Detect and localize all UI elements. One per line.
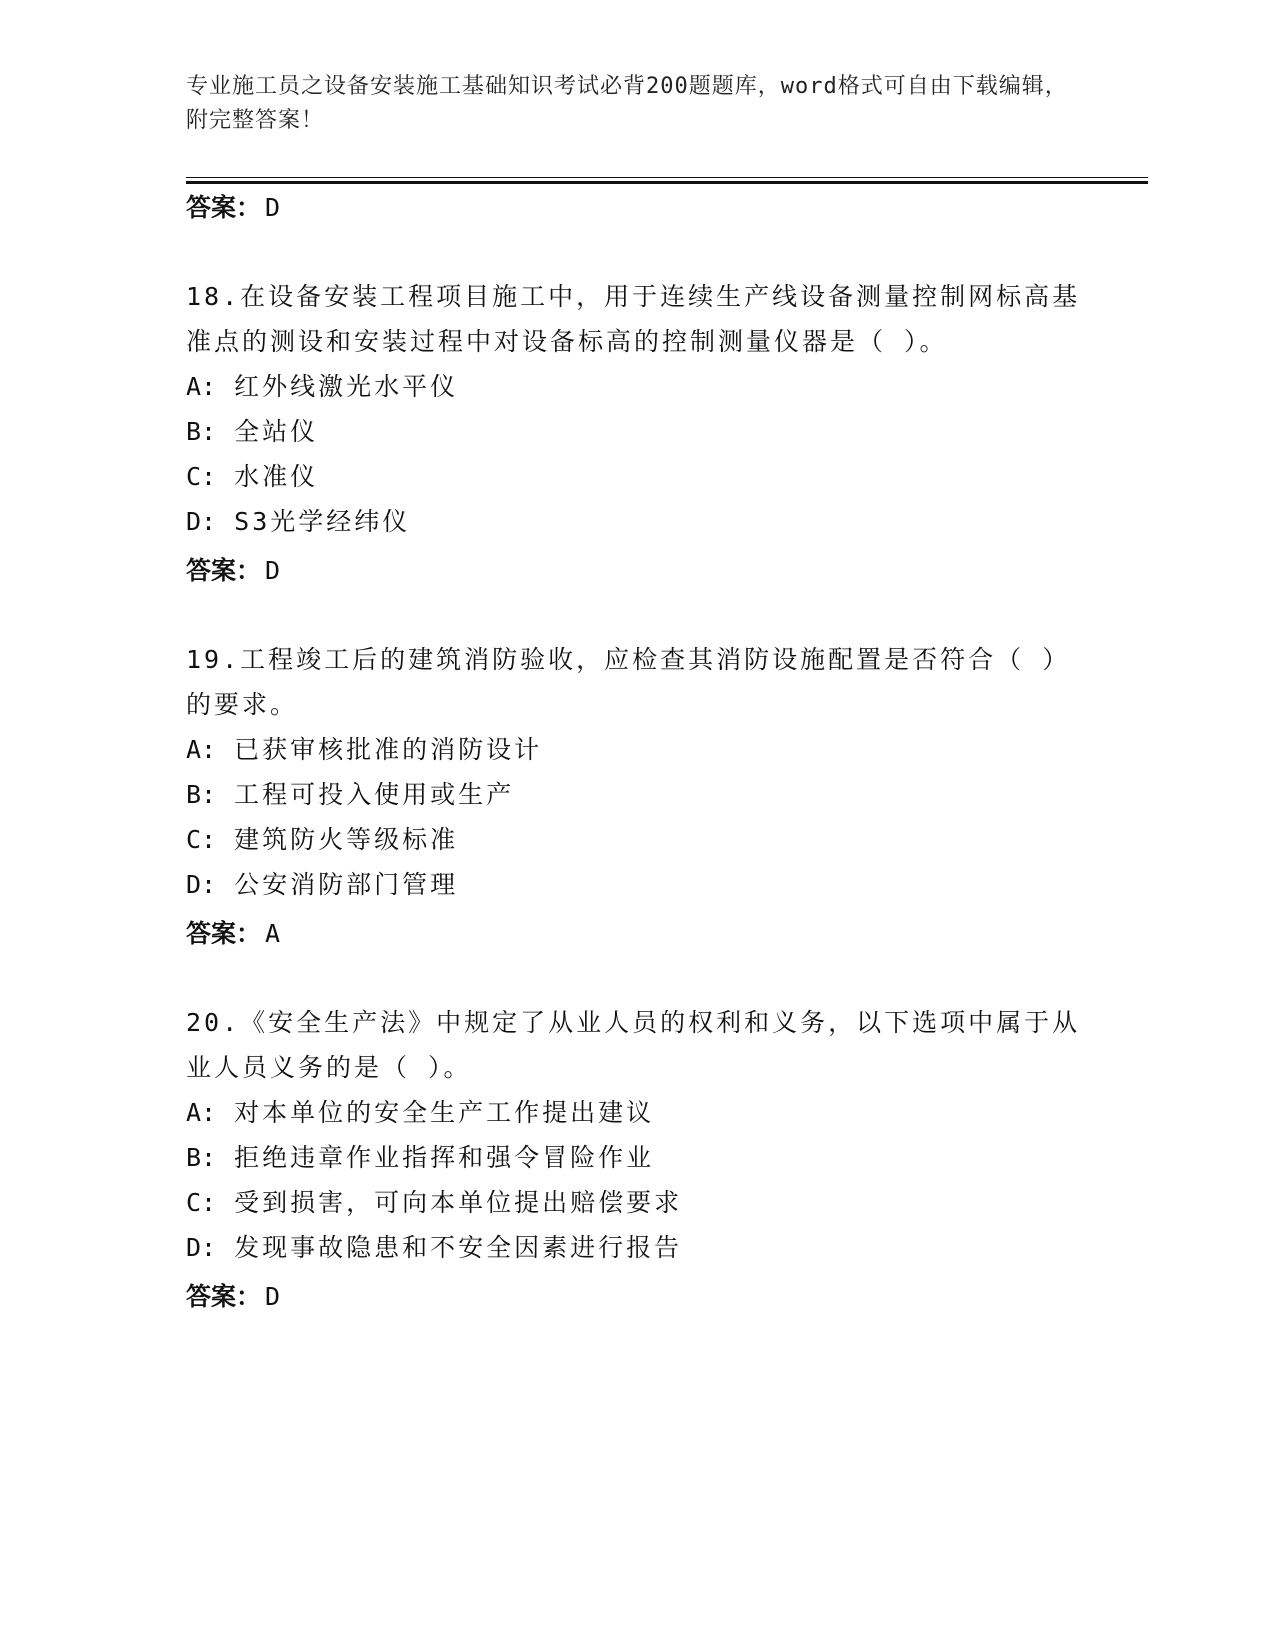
- option-text: 建筑防火等级标准: [234, 825, 459, 854]
- option-d: [186, 862, 1086, 907]
- option-text: 已获审核批准的消防设计: [234, 735, 543, 764]
- option-letter: C:: [186, 1188, 217, 1217]
- option-a: [186, 1090, 1086, 1135]
- option-letter: B:: [186, 1143, 217, 1172]
- option-b: [186, 409, 1086, 454]
- option-text: 发现事故隐患和不安全因素进行报告: [234, 1233, 683, 1262]
- option-letter: D:: [186, 1233, 217, 1262]
- answer-value: D: [265, 193, 281, 222]
- header-rule-thick: [186, 181, 1148, 184]
- answer-separator: ：: [236, 1282, 262, 1311]
- option-text: 工程可投入使用或生产: [234, 780, 515, 809]
- answer-line-19: [186, 916, 280, 952]
- option-text: 公安消防部门管理: [234, 870, 459, 899]
- answer-separator: ：: [236, 919, 262, 948]
- header-rule-thin: [186, 177, 1148, 178]
- answer-value: D: [265, 1282, 281, 1311]
- option-d: [186, 499, 1086, 544]
- question-19: [186, 637, 1086, 907]
- answer-separator: ：: [236, 556, 262, 585]
- option-d: [186, 1225, 1086, 1270]
- option-text: 拒绝违章作业指挥和强令冒险作业: [234, 1143, 655, 1172]
- option-letter: A:: [186, 372, 217, 401]
- option-b: [186, 772, 1086, 817]
- option-letter: B:: [186, 780, 217, 809]
- answer-label: 答案: [186, 1282, 237, 1311]
- option-text: 全站仪: [234, 417, 319, 446]
- document-header: 专业施工员之设备安装施工基础知识考试必背200题题库，word格式可自由下载编辑，附完整答案！: [186, 74, 1068, 133]
- option-a: [186, 364, 1086, 409]
- option-text: 受到损害，可向本单位提出赔偿要求: [234, 1188, 683, 1217]
- option-letter: A:: [186, 1098, 217, 1127]
- option-b: [186, 1135, 1086, 1180]
- answer-separator: ：: [236, 193, 262, 222]
- option-text: 对本单位的安全生产工作提出建议: [234, 1098, 655, 1127]
- answer-label: 答案: [186, 193, 237, 222]
- option-text: 水准仪: [234, 462, 319, 491]
- option-c: [186, 817, 1086, 862]
- answer-label: 答案: [186, 919, 237, 948]
- question-20: [186, 1000, 1086, 1270]
- question-18: [186, 274, 1086, 544]
- answer-value: D: [265, 556, 281, 585]
- answer-value: A: [265, 919, 281, 948]
- option-letter: D:: [186, 870, 217, 899]
- option-letter: D:: [186, 507, 217, 536]
- option-c: [186, 454, 1086, 499]
- answer-label: 答案: [186, 556, 237, 585]
- question-stem: 18.在设备安装工程项目施工中，用于连续生产线设备测量控制网标高基准点的测设和安装过程中对设备标高的控制测量仪器是（ ）。: [186, 282, 1081, 356]
- option-letter: B:: [186, 417, 217, 446]
- answer-line-20: [186, 1279, 280, 1315]
- option-letter: A:: [186, 735, 217, 764]
- answer-line-18: [186, 553, 280, 589]
- option-a: [186, 727, 1086, 772]
- option-text: 红外线激光水平仪: [234, 372, 459, 401]
- option-text: S3光学经纬仪: [234, 507, 411, 536]
- question-stem: 19.工程竣工后的建筑消防验收，应检查其消防设施配置是否符合（ ）的要求。: [186, 645, 1071, 719]
- option-letter: C:: [186, 462, 217, 491]
- option-c: [186, 1180, 1086, 1225]
- answer-line-prev: [186, 190, 280, 226]
- question-stem: 20.《安全生产法》中规定了从业人员的权利和义务，以下选项中属于从业人员义务的是（ ）。: [186, 1008, 1081, 1082]
- option-letter: C:: [186, 825, 217, 854]
